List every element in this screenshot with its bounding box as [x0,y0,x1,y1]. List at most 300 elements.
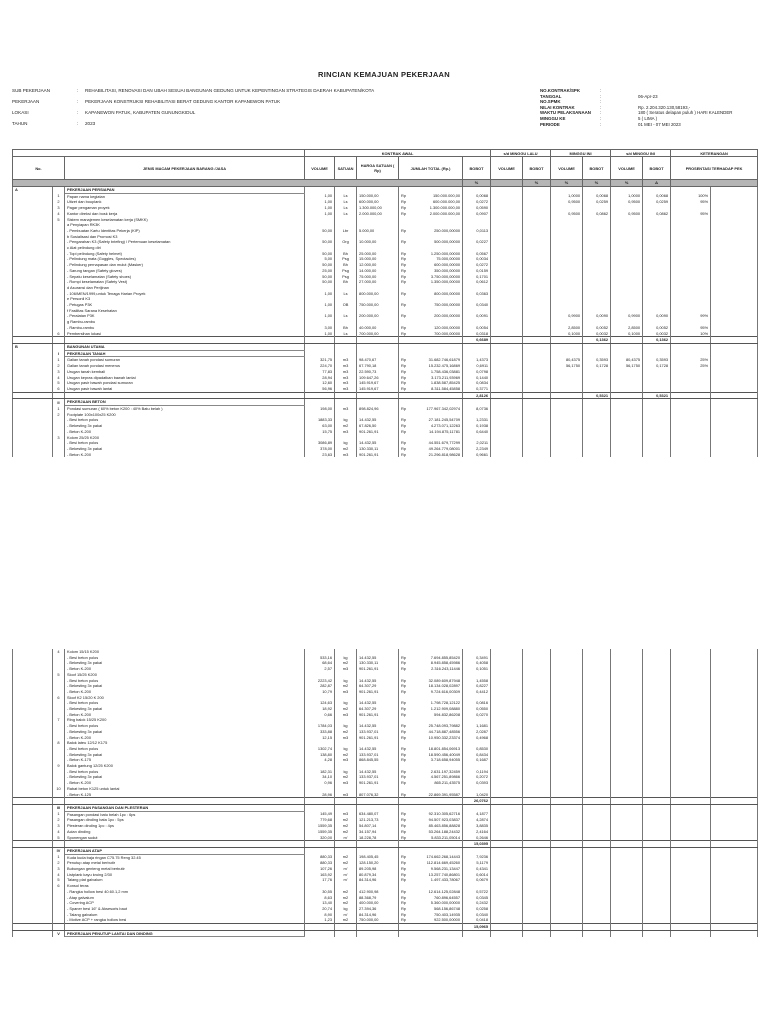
col-satuan [335,841,357,848]
col-jenis: - Beton K-200 [65,712,305,718]
col-jenis: e Personil K3 [65,296,305,302]
col-volume-ini [551,930,583,937]
col-jenis: Talang plat galvalum [65,877,305,883]
col-volume-ini [551,343,583,350]
col-bobot: 0,3491 [463,655,491,661]
pct-label: % [463,180,491,187]
col-volume: 0,96 [305,780,335,786]
amount-value: 200.000,00000 [434,313,461,319]
col-no: 5 [53,217,65,223]
col-volume-lalu [491,399,523,406]
amount-value: 568.156,86748 [434,905,460,911]
col-volume-lalu [491,187,523,194]
unit-price-value: 14.432,55 [359,745,377,751]
amount-value: 800.000,00000 [434,290,461,296]
col-volume: 1559,35 [305,829,335,835]
col-volume-sd: 0,9900 [611,313,643,319]
amount-value: 10.950.332,23374 [428,734,460,740]
amount-value: 112.814.669,45260 [426,860,460,866]
col-satuan: m2 [335,683,357,689]
currency-label: Rp [401,417,407,423]
col-section: B [13,343,53,350]
amount-value: 760.896,64557 [434,894,460,900]
col-bobot: 2,2349 [463,446,491,452]
col-bobot-sd [643,399,671,406]
unit-price-value: 868.845,55 [359,757,379,763]
header-bobot-sd: BOBOT [643,157,671,180]
col-bobot: 0,0318 [463,331,491,337]
col-jenis [65,924,305,931]
col-volume: 107,26 [305,866,335,872]
col-jenis: - Besi beton polos [65,440,305,446]
header-volume-lalu: VOLUME [491,157,523,180]
unit-price-value: 901.261,91 [359,711,379,717]
col-jenis: - Beton K-200 [65,429,305,435]
col-bobot-sd [643,841,671,848]
col-prosentasi [671,399,711,406]
currency-label: Rp [401,205,407,211]
col-volume [305,350,335,357]
col-harga [357,350,399,357]
amount-value: 49.264.779,08001 [428,445,461,451]
col-satuan: m3 [335,689,357,695]
unit-price-value: 109.647,26 [359,374,379,380]
col-satuan: m2 [335,860,357,866]
amount-value: 14.194.875,11781 [428,428,461,434]
col-jumlah [399,452,463,458]
col-no: 6 [53,883,65,889]
table-row [13,804,758,811]
col-jenis: Galian tanah pondasi sumuran [65,357,305,363]
col-jenis: - Besi beton polos [65,655,305,661]
currency-label: Rp [401,290,407,296]
col-bobot-ini: 0,1728 [583,363,611,369]
col-jenis: - Beton K-125 [65,792,305,798]
amount-value: 85.463.856,88828 [428,823,460,829]
unit-price-value: 898.824,96 [359,405,379,411]
col-bobot: 0,1938 [463,423,491,429]
contract-info-row [540,122,732,128]
col-bobot-ini: 0,3593 [583,357,611,363]
contract-info [540,88,732,127]
col-volume-ini: 56,1750 [551,363,583,369]
unit-price-value: 133.937,01 [359,728,379,734]
col-keterangan [711,930,758,937]
col-bobot: 0,0227 [463,239,491,245]
unit-price-value: 64.307,29 [359,706,377,712]
col-satuan [335,343,357,350]
col-bobot: 0,0091 [463,313,491,319]
col-bobot: 1,2331 [463,417,491,423]
currency-label: Rp [401,380,407,386]
col-no: 2 [53,199,65,205]
contract-info-key: NO.KONTRAK/SPK [540,88,581,93]
col-bobot-lalu [523,841,551,848]
col-bobot-sd: 0,0862 [643,211,671,217]
contract-info-value: 06-Apr-23 [638,93,658,99]
currency-label: Rp [401,357,407,363]
header-volume-sd: VOLUME [611,157,643,180]
col-no [53,187,65,194]
col-volume: 50,00 [305,228,335,234]
col-satuan: kg [335,746,357,752]
amount-value: 150.000.000,00 [432,193,461,199]
amount-value: 4.273.071,12263 [430,423,461,429]
col-jenis: - Bekesting 3x pakai [65,423,305,429]
currency-label: Rp [401,210,407,216]
currency-label: Rp [401,660,406,666]
currency-label: Rp [401,445,407,451]
col-no: 1 [53,811,65,817]
col-jenis: - Motive ACP + rangka hollow besi [65,917,305,923]
col-keterangan [711,841,758,848]
header-volume: VOLUME [305,157,335,180]
currency-label: Rp [401,751,406,757]
currency-label: Rp [401,866,406,872]
table-row [13,924,758,931]
currency-label: Rp [401,250,407,256]
col-bobot: 15,0395 [463,841,491,848]
col-satuan [335,804,357,811]
col-volume: 880,33 [305,854,335,860]
col-volume-ini [551,452,583,458]
unit-price-value: 750.000,00 [359,917,379,923]
col-bobot-ini [583,841,611,848]
col-prosentasi [671,924,711,931]
col-volume: 63,00 [305,423,335,429]
col-no [53,452,65,458]
col-no: 2 [53,412,65,418]
col-bobot: 0,4412 [463,689,491,695]
col-jenis: - 106/MEN/1999,untuk Tenaga Harian Proyek [65,291,305,297]
amount-value: 94.507.923,03837 [428,817,460,823]
unit-price-value: 54.807,14 [359,823,377,829]
col-prosentasi: 95% [671,211,711,217]
col-volume [305,798,335,805]
col-no: 1 [53,406,65,412]
col-satuan: Bh [335,251,357,257]
currency-label: Rp [401,423,407,429]
col-no: 6 [53,386,65,392]
currency-label: Rp [401,900,406,906]
info-colon: : [77,88,79,93]
col-volume: 1,00 [305,205,335,211]
col-jenis: PEKERJAAN PENUTUP LANTAI DAN DINDING [65,930,305,937]
col-jenis: - Bekesting 3x pakai [65,774,305,780]
col-jenis: Footplate 100x100x25 K200 [65,412,305,418]
header-sd-lalu: s/d MINGGU LALU [491,150,551,157]
col-bobot-ini: 0,0259 [583,199,611,205]
col-volume: 2,57 [305,666,335,672]
amount-value: 5.833.211,05014 [431,834,460,840]
col-jenis: PEKERJAAN BETON [65,399,305,406]
col-volume: 0,66 [305,712,335,718]
col-no: 6 [53,331,65,337]
col-bobot: 0,8530 [463,746,491,752]
unit-price-value: 901.261,91 [359,428,379,434]
col-no: 4 [53,649,65,655]
col-jenis: - Rompi keselamatan (Safety Vest) [65,279,305,285]
amount-value: 18.801.854,06913 [428,745,460,751]
col-bobot: 0,4058 [463,660,491,666]
col-volume-ini [551,187,583,194]
table-row [13,452,758,458]
col-no: V [53,930,65,937]
info-row [12,121,374,132]
col-jenis: - Rangka hollow besi 40.60.1,2 mm [65,889,305,895]
col-satuan [335,337,357,344]
info-colon: : [600,121,602,127]
pct-label: % [611,180,643,187]
col-bobot-lalu [523,804,551,811]
col-volume-sd: 0,9500 [611,199,643,205]
col-volume [305,399,335,406]
col-bobot-sd: 0,5321 [643,392,671,399]
col-jenis: - Rambu-rambu [65,325,305,331]
col-satuan: m2 [335,706,357,712]
col-harga [357,452,399,458]
col-volume [305,847,335,854]
col-bobot-sd: 0,0032 [643,331,671,337]
col-volume: 28,94 [305,375,335,381]
currency-label: Rp [401,877,406,883]
col-satuan: m2 [335,774,357,780]
col-bobot: 1,4373 [463,357,491,363]
col-bobot [463,804,491,811]
contract-info-key: WAKTU PELAKSANAAN [540,110,591,116]
unit-price-value: 200.000,00 [359,313,379,319]
info-colon: : [77,110,79,115]
col-volume: 50,00 [305,239,335,245]
col-bobot: 0,6440 [463,429,491,435]
col-satuan: m3 [335,792,357,798]
col-jenis: - Bekesting 3x pakai [65,660,305,666]
col-volume [305,930,335,937]
col-jenis: Pasangan pondasi batu belah 1pc : 6ps [65,811,305,817]
col-jenis [65,798,305,805]
col-volume-sd [611,337,643,344]
col-jenis: - Petugas P3K [65,302,305,308]
header-minggu-ini: MINGGU INI [551,150,611,157]
contract-info-value: 01 MEI - 07 MEI 2023 [638,121,681,127]
col-volume: 12,15 [305,735,335,741]
col-volume-sd [611,452,643,458]
col-prosentasi [671,452,711,458]
col-prosentasi [671,343,711,350]
col-volume-lalu [491,350,523,357]
currency-label: Rp [401,440,407,446]
col-jenis: - Peralatan P3K [65,313,305,319]
col-volume: 30,55 [305,889,335,895]
info-colon: : [77,121,79,126]
col-bobot: 0,6911 [463,363,491,369]
header-bobot-ini: BOBOT [583,157,611,180]
col-bobot-ini [583,350,611,357]
col-no: 2 [53,363,65,369]
col-volume-sd: 0,1000 [611,331,643,337]
unit-price-value: 14.432,55 [359,440,377,446]
contract-info-key: NO.SPMK [540,99,561,105]
col-volume-lalu [491,452,523,458]
col-bobot-sd [643,847,671,854]
col-volume-sd: 56,1750 [611,363,643,369]
col-bobot: 0,0418 [463,917,491,923]
table-row [13,847,758,854]
col-bobot: 5,1179 [463,860,491,866]
col-volume-lalu [491,392,523,399]
col-prosentasi [671,392,711,399]
amount-value: 9.724.616,00309 [430,688,460,694]
col-satuan: m2 [335,829,357,835]
currency-label: Rp [401,791,406,797]
col-volume-ini: 2,8500 [551,325,583,331]
amount-value: 32.089.609,87948 [428,677,460,683]
col-bobot-sd [643,343,671,350]
col-volume: 50,00 [305,279,335,285]
col-satuan: m2 [335,895,357,901]
amount-value: 174.662.268,14443 [426,854,460,860]
col-jumlah [399,847,463,854]
col-satuan: m3 [335,757,357,763]
page-gap [0,600,768,640]
col-jenis: PEKERJAAN TANAH [65,350,305,357]
col-volume-ini [551,399,583,406]
amount-value: 2.316.243,11446 [431,666,460,672]
col-section [13,392,53,399]
unit-price-value: 15.000,00 [359,256,377,262]
col-satuan: kg [335,700,357,706]
unit-price-value: 67.790,18 [359,363,377,369]
col-volume-lalu [491,337,523,344]
amount-value: 12.614.125,02848 [428,888,460,894]
col-satuan: kg [335,906,357,912]
contract-info-key: PERIODE [540,121,560,127]
currency-label: Rp [401,256,407,262]
col-bobot-ini: 0,1362 [583,337,611,344]
currency-label: Rp [401,262,407,268]
col-jenis: Pasangan dinding bata 1pc : 5ps [65,817,305,823]
amount-value: 1.350.000,00000 [430,279,461,285]
col-section: A [13,187,53,194]
col-jenis: - Sepatu keselamatan (Safety shoes) [65,274,305,280]
col-volume: 1302,74 [305,746,335,752]
col-volume: 1,00 [305,199,335,205]
col-jenis: - Pembuatan Kartu Identitas Pekerja (KIP) [65,228,305,234]
header-jenis: JENIS MACAM PEKERJAAN BARANG /JASA [65,157,305,180]
amount-value: 8.311.584,45858 [431,385,461,391]
currency-label: Rp [401,860,406,866]
col-volume-ini: 1,0000 [551,193,583,199]
col-jenis: Sloof 15/25 K200 [65,672,305,678]
col-bobot: 0,0798 [463,369,491,375]
col-bobot-ini: 0,0032 [583,331,611,337]
currency-label: Rp [401,905,406,911]
table-row [13,930,758,937]
col-jenis [65,392,305,399]
currency-label: Rp [401,683,406,689]
currency-label: Rp [401,817,406,823]
amount-value: 500.000,00000 [434,239,461,245]
unit-price-value: 14.432,55 [359,768,377,774]
amount-value: 75.000,00000 [436,256,461,262]
col-bobot: 0,0272 [463,262,491,268]
col-prosentasi: 100% [671,193,711,199]
delta-label: Δ [643,180,671,187]
col-jumlah [399,924,463,931]
amount-value: 3.173.211,93969 [431,374,461,380]
amount-value: 120.000,00000 [434,324,461,330]
col-jenis: - Besi beton polos [65,678,305,684]
col-no: 5 [53,672,65,678]
currency-label: Rp [401,734,406,740]
amount-value: 1.798.728,12122 [430,700,460,706]
col-satuan [335,847,357,854]
col-volume: 18,92 [305,706,335,712]
col-harga [357,841,399,848]
currency-label: Rp [401,227,407,233]
col-satuan: Psg [335,256,357,262]
col-jumlah [399,337,463,344]
col-jenis: Pondasi sumuran ( 60% beton K200 : 40% Batu belah ) [65,406,305,412]
amount-value: 25.748.093,79882 [428,723,460,729]
col-satuan [335,924,357,931]
header-keterangan: KETERANGAN [671,150,758,157]
unit-price-value: 700.000,00 [359,330,379,336]
col-jenis: - Sarung tangan (Safety gloves) [65,268,305,274]
col-volume: 1,00 [305,291,335,297]
col-bobot: 0,3771 [463,386,491,392]
currency-label: Rp [401,199,407,205]
col-no [53,841,65,848]
unit-price-value: 40.000,00 [359,324,377,330]
currency-label: Rp [401,854,406,860]
unit-price-value: 80.879,34 [359,871,377,877]
amount-value: 27.181.245,54709 [428,417,461,423]
col-bobot: 4,2874 [463,817,491,823]
col-volume-lalu [491,343,523,350]
col-satuan [335,399,357,406]
unit-price-value: 12.000,00 [359,262,377,268]
col-satuan: m2 [335,423,357,429]
col-jenis: Kuda kuda baja ringan C75.75 Reng 32.45 [65,854,305,860]
col-volume: 28,96 [305,792,335,798]
col-keterangan [711,350,758,357]
col-satuan: kg [335,440,357,446]
col-volume-lalu [491,930,523,937]
col-satuan: Ls [335,211,357,217]
unit-price-value: 2.000.000,00 [359,210,382,216]
header-bobot-lalu: BOBOT [523,157,551,180]
col-bobot: 0,0159 [463,268,491,274]
col-keterangan [711,804,758,811]
contract-info-key: NILAI KONTRAK [540,104,575,110]
col-volume-sd [611,399,643,406]
col-jenis: - Topi pelindung (Safety helmet) [65,251,305,257]
info-row [12,99,374,110]
col-no: 1 [53,357,65,363]
col-volume-sd [611,187,643,194]
col-volume: 17,76 [305,877,335,883]
currency-label: Rp [401,273,407,279]
col-volume: 50,00 [305,262,335,268]
col-volume-ini: 0,9500 [551,199,583,205]
col-volume [305,924,335,931]
header-sd-ini: s/d MINGGU INI [611,150,671,157]
col-prosentasi: 25% [671,363,711,369]
col-satuan: m3 [335,380,357,386]
col-volume-sd [611,841,643,848]
currency-label: Rp [401,711,406,717]
